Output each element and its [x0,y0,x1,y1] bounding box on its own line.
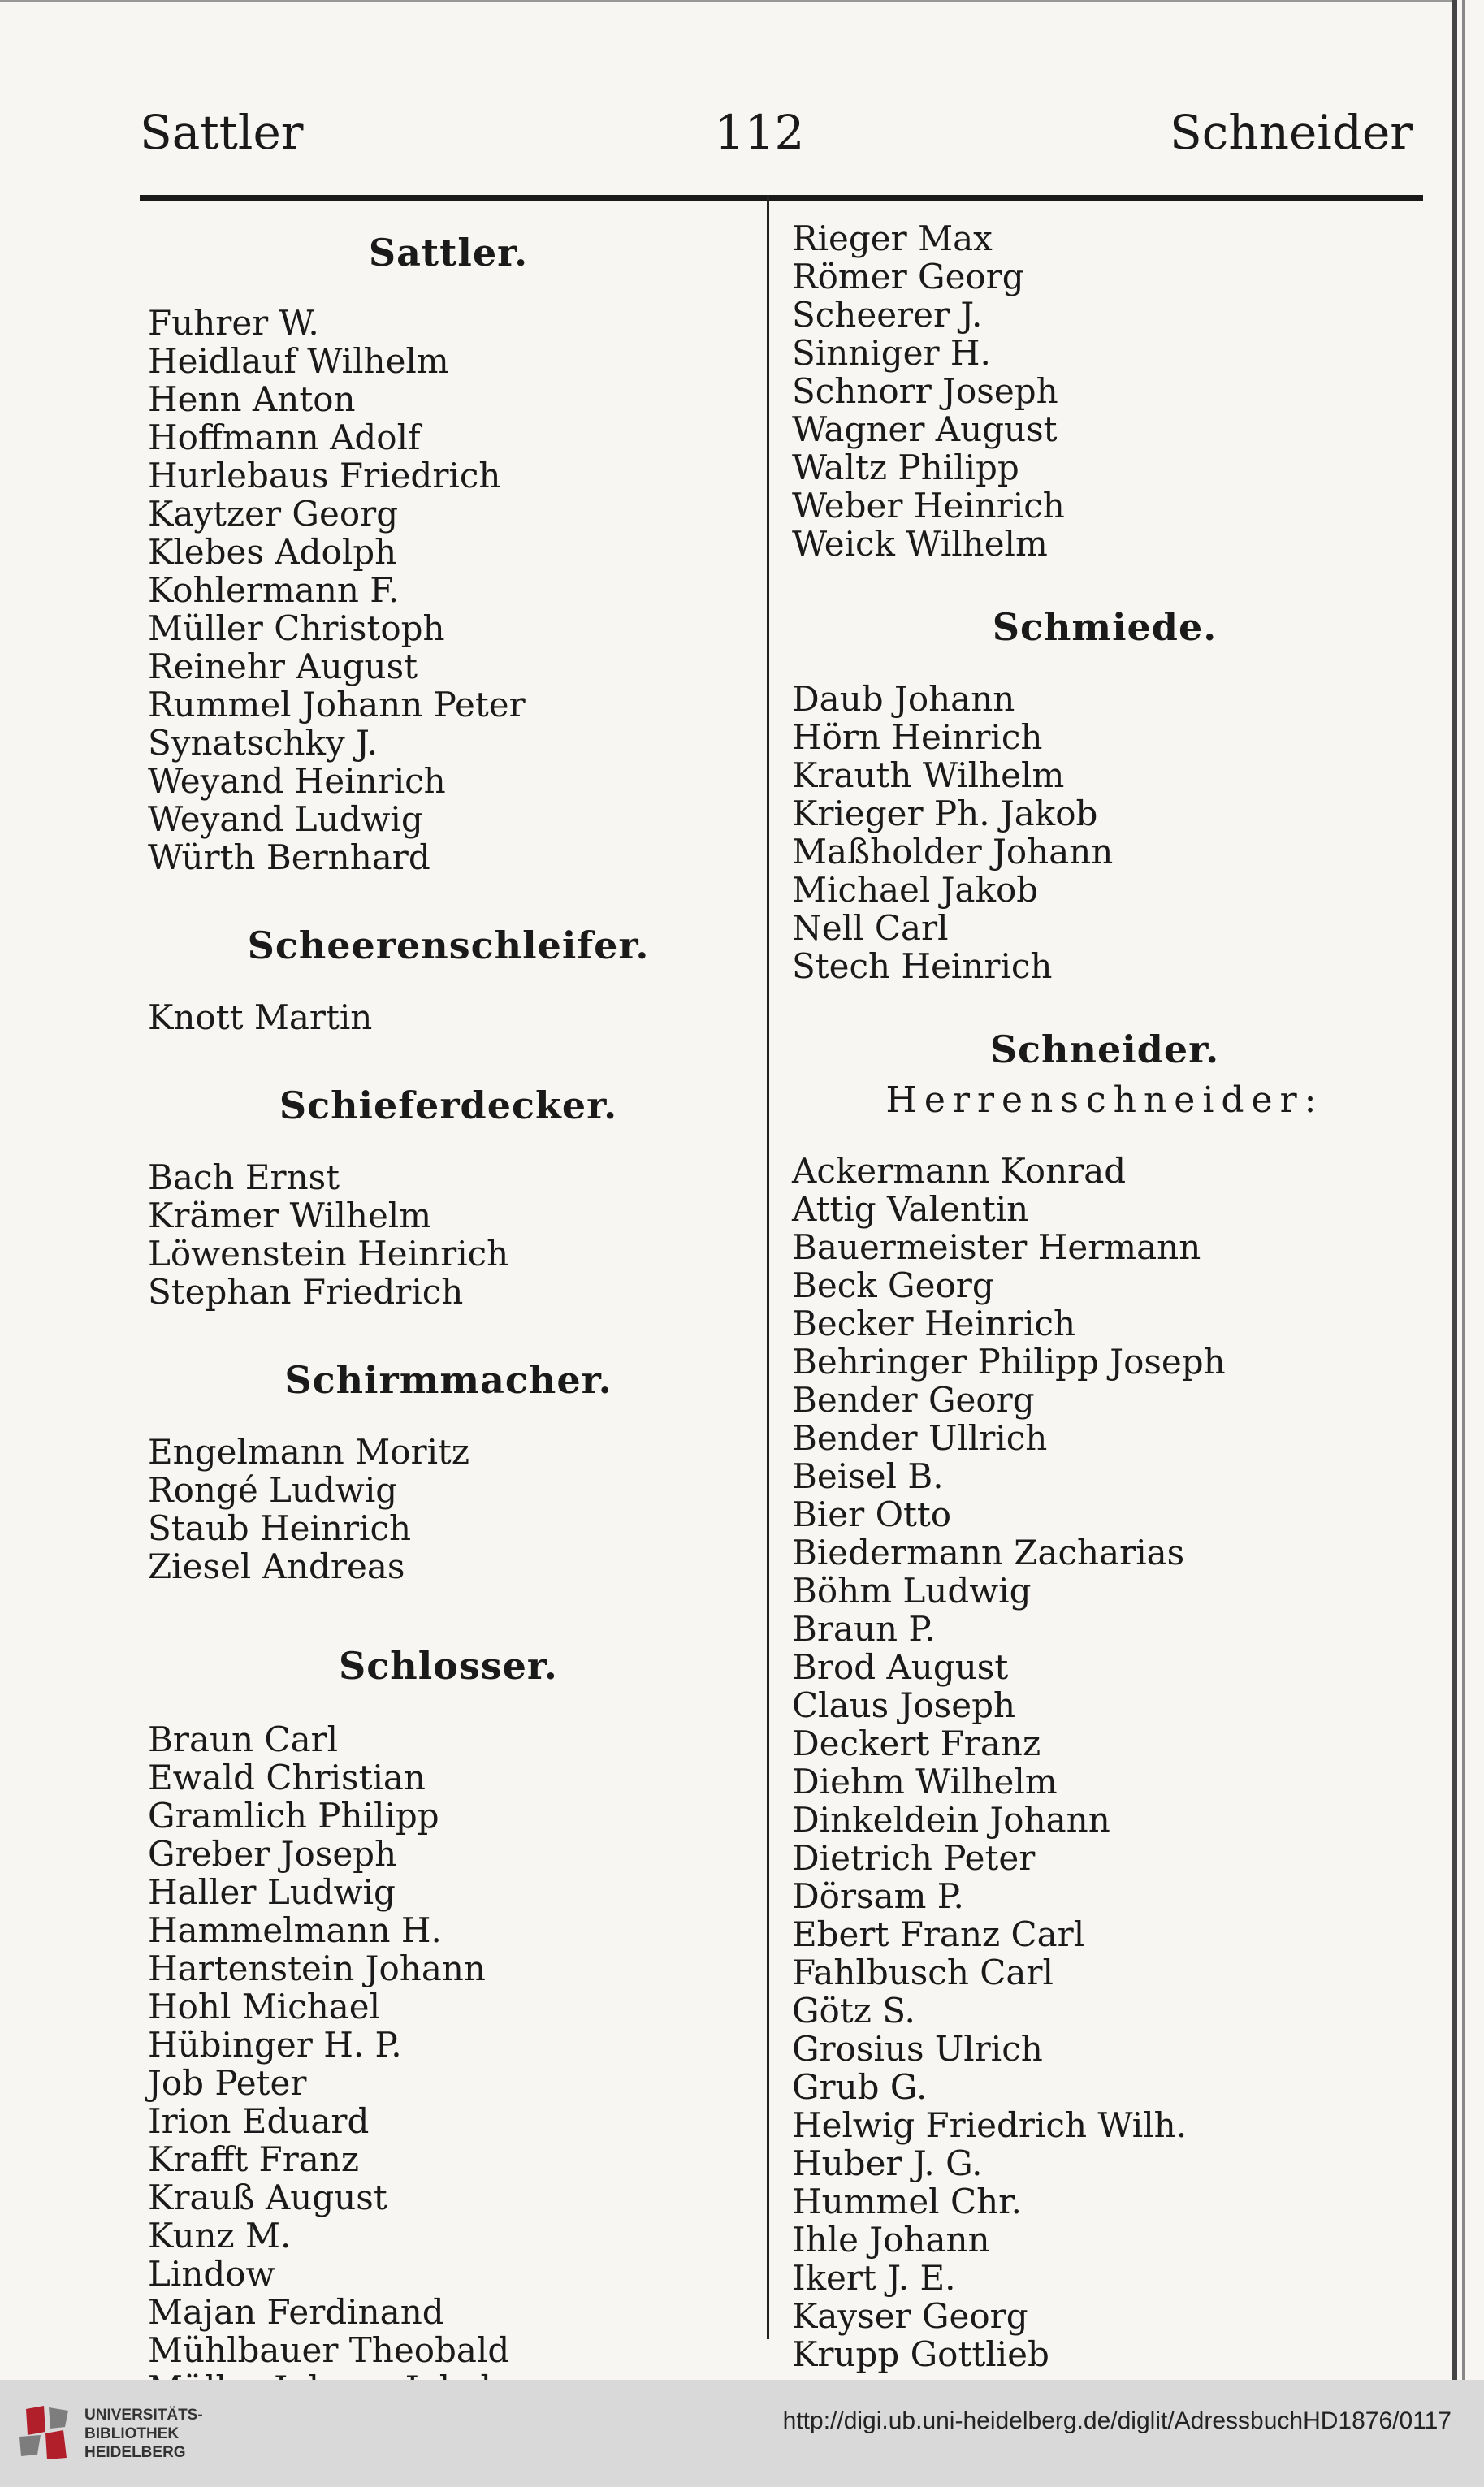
directory-entry: Helwig Friedrich Wilh. [792,2105,1188,2145]
ub-heidelberg-logo-icon [16,2404,73,2461]
directory-entry: Dinkeldein Johann [792,1800,1110,1840]
directory-entry: Hoffmann Adolf [148,417,421,457]
directory-entry: Ihle Johann [792,2220,990,2260]
library-line: BIBLIOTHEK [84,2425,180,2442]
section-title: Scheerenschleifer. [247,923,650,967]
directory-entry: Biedermann Zacharias [792,1533,1185,1572]
column-divider [767,195,769,2339]
directory-entry: Nell Carl [792,908,949,948]
directory-entry: Krauth Wilhelm [792,755,1065,795]
directory-entry: Krieger Ph. Jakob [792,794,1098,833]
directory-entry: Kohlermann F. [148,570,400,610]
directory-entry: Staub Heinrich [148,1508,412,1548]
directory-entry: Ackermann Konrad [792,1151,1127,1191]
section-title: Sattler. [368,231,529,275]
directory-entry: Braun P. [792,1609,936,1649]
directory-entry: Rummel Johann Peter [148,685,526,724]
directory-entry: Haller Ludwig [148,1872,396,1912]
directory-entry: Hummel Chr. [792,2182,1022,2221]
directory-entry: Michael Jakob [792,870,1039,910]
directory-entry: Grosius Ulrich [792,2029,1043,2069]
directory-entry: Kunz M. [148,2216,292,2256]
directory-entry: Majan Ferdinand [148,2292,444,2332]
directory-entry: Fuhrer W. [148,303,319,343]
directory-entry: Grub G. [792,2067,928,2107]
source-url[interactable]: http://digi.ub.uni-heidelberg.de/diglit/AdressbuchHD1876/0117 [782,2407,1452,2434]
directory-entry: Sinniger H. [792,333,991,373]
directory-entry: Ewald Christian [148,1758,426,1797]
directory-entry: Fahlbusch Carl [792,1953,1054,1992]
directory-entry: Weyand Heinrich [148,761,446,801]
directory-entry: Irion Eduard [148,2101,370,2141]
directory-entry: Huber J. G. [792,2143,983,2183]
directory-entry: Stephan Friedrich [148,1272,464,1312]
directory-entry: Beisel B. [792,1456,944,1496]
directory-entry: Reinehr August [148,647,418,686]
directory-entry: Ikert J. E. [792,2258,956,2298]
page-edge [1452,0,1457,2380]
directory-entry: Becker Heinrich [792,1304,1076,1343]
directory-entry: Würth Bernhard [148,837,430,877]
directory-entry: Behringer Philipp Joseph [792,1342,1226,1382]
directory-entry: Hohl Michael [148,1987,381,2026]
directory-entry: Böhm Ludwig [792,1571,1032,1611]
section-title: Schneider. [989,1027,1220,1071]
directory-entry: Hurlebaus Friedrich [148,456,501,495]
section-title: Schirmmacher. [284,1358,612,1402]
page-edge-shadow [1462,0,1465,2380]
directory-entry: Dietrich Peter [792,1838,1036,1878]
directory-entry: Dörsam P. [792,1876,964,1916]
directory-entry: Hörn Heinrich [792,717,1043,757]
directory-entry: Kayser Georg [792,2296,1028,2336]
directory-entry: Schnorr Joseph [792,371,1058,411]
directory-entry: Krämer Wilhelm [148,1196,432,1235]
running-head-left: Sattler [140,105,304,160]
section-subtitle: Herrenschneider: [885,1079,1324,1121]
directory-entry: Ebert Franz Carl [792,1914,1085,1954]
directory-entry: Claus Joseph [792,1685,1016,1725]
directory-entry: Gramlich Philipp [148,1796,439,1836]
directory-entry: Lindow [148,2254,275,2294]
directory-entry: Beck Georg [792,1265,994,1305]
top-edge-line [0,0,1454,2]
directory-entry: Braun Carl [148,1719,339,1759]
directory-entry: Krauß August [148,2178,387,2217]
directory-entry: Scheerer J. [792,295,983,335]
library-line: UNIVERSITÄTS- [84,2407,203,2424]
directory-entry: Kaytzer Georg [148,494,399,534]
directory-entry: Rieger Max [792,218,993,258]
left-column [148,219,749,2407]
directory-entry: Daub Johann [792,679,1015,719]
directory-entry: Löwenstein Heinrich [148,1234,509,1274]
directory-entry: Rongé Ludwig [148,1470,398,1510]
directory-entry: Knott Martin [148,997,373,1037]
directory-entry: Henn Anton [148,379,356,419]
directory-entry: Bauermeister Hermann [792,1227,1201,1267]
directory-entry: Bach Ernst [148,1157,340,1197]
page-number: 112 [714,105,805,160]
directory-entry: Weber Heinrich [792,486,1065,526]
directory-entry: Maßholder Johann [792,832,1114,872]
directory-entry: Ziesel Andreas [148,1546,405,1586]
directory-entry: Diehm Wilhelm [792,1762,1058,1801]
directory-entry: Brod August [792,1647,1009,1687]
directory-entry: Bender Ullrich [792,1418,1048,1458]
directory-entry: Hübinger H. P. [148,2025,402,2065]
section-title: Schlosser. [339,1644,558,1688]
directory-entry: Greber Joseph [148,1834,397,1874]
directory-entry: Heidlauf Wilhelm [148,341,449,381]
directory-entry: Deckert Franz [792,1724,1041,1763]
running-head-right: Schneider [1170,105,1413,160]
directory-entry: Attig Valentin [792,1189,1029,1229]
directory-entry: Weyand Ludwig [148,799,423,839]
directory-entry: Klebes Adolph [148,532,397,572]
library-line: HEIDELBERG [84,2444,186,2461]
directory-entry: Engelmann Moritz [148,1432,470,1472]
right-column [792,219,1417,2373]
directory-entry: Krafft Franz [148,2139,359,2179]
directory-entry: Götz S. [792,1991,915,2031]
header-rule [140,195,1423,201]
library-name [84,2406,203,2462]
directory-entry: Bender Georg [792,1380,1035,1420]
directory-entry: Mühlbauer Theobald [148,2330,510,2370]
directory-entry: Hartenstein Johann [148,1949,486,1988]
directory-entry: Hammelmann H. [148,1910,442,1950]
section-title: Schmiede. [992,605,1218,649]
directory-entry: Weick Wilhelm [792,524,1048,564]
directory-entry: Krupp Gottlieb [792,2334,1049,2374]
section-title: Schieferdecker. [279,1083,618,1127]
directory-entry: Römer Georg [792,257,1024,296]
directory-entry: Synatschky J. [148,723,379,763]
directory-entry: Bier Otto [792,1494,952,1534]
directory-entry: Job Peter [148,2063,307,2103]
directory-entry: Wagner August [792,409,1058,449]
directory-entry: Müller Christoph [148,608,445,648]
directory-entry: Waltz Philipp [792,448,1019,487]
footer-bar [0,2380,1484,2487]
directory-entry: Stech Heinrich [792,946,1053,986]
